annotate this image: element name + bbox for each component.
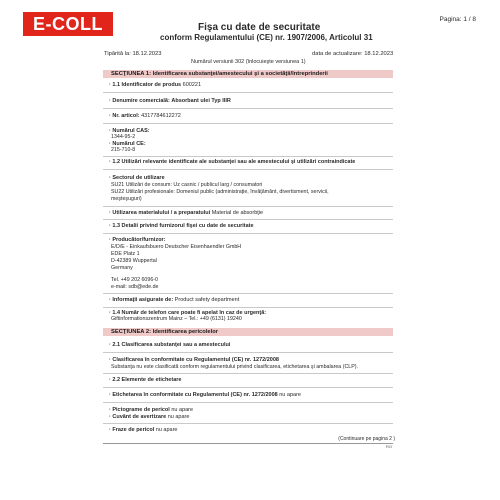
supplier-title: · 1.3 Detalii privind furnizorul fişei cu date de securitate (109, 223, 254, 229)
company-logo: E-COLL (23, 12, 113, 36)
hazard-phrases (109, 427, 178, 434)
divider (103, 233, 393, 234)
divider (103, 219, 393, 220)
divider (103, 206, 393, 207)
class-ce-label: · Clasificarea în conformitate cu Regulamentul (CE) nr. 1272/2008 (109, 357, 279, 363)
divider (103, 293, 393, 294)
labeling (109, 392, 301, 399)
emergency-value: Giftinformationszentrum Mainz – Tel.: +49 (6131) 19240 (111, 316, 242, 322)
trade-name-label: · Denumire comercială: (109, 98, 170, 104)
trade-name (109, 98, 231, 105)
divider (103, 123, 393, 124)
class-ce-value: Substanţa nu este clasificată conform regulamentului privind clasificarea, etichetarea şi ambalarea (CLP). (111, 364, 359, 370)
article-label: · Nr. articol: (109, 113, 140, 119)
address-line-3: D-42389 Wuppertal (111, 258, 157, 264)
emergency-label: · 1.4 Număr de telefon care poate fi apelat în caz de urgenţă: (109, 310, 267, 316)
su22-continued: meşteşuguri) (111, 196, 142, 202)
divider (103, 387, 393, 388)
article-number (109, 113, 181, 120)
address-line-2: EDE Platz 1 (111, 251, 140, 257)
signal-label: · Cuvânt de avertizare (109, 414, 167, 420)
product-id-label: · 1.1 Identificator de produs (109, 82, 182, 88)
material-value: Material de absorbţie (211, 210, 264, 216)
ce-label: · Numărul CE: (109, 141, 146, 147)
label-elements-title: · 2.2 Elemente de etichetare (109, 377, 182, 383)
divider (103, 108, 393, 109)
labeling-value: nu apare (279, 392, 301, 398)
pictograms-value: nu apare (171, 407, 194, 413)
document-subtitle: conform Regulamentului (CE) nr. 1907/2006, Articolul 31 (160, 33, 373, 42)
divider (103, 423, 393, 424)
section-2-header: SECŢIUNEA 2: Identificarea pericolelor (103, 328, 393, 336)
divider (103, 307, 393, 308)
version-number: Numărul versiunii 302 (înlocuieşte versiunea 1) (191, 59, 306, 65)
hazard-value: nu apare (155, 427, 178, 433)
page-number: Pagina: 1 / 8 (439, 16, 476, 23)
telephone: Tel. +49 202 6096-0 (111, 277, 158, 283)
material-use (109, 210, 263, 217)
divider (103, 373, 393, 374)
divider (103, 92, 393, 93)
document-title: Fişa cu date de securitate (198, 22, 321, 33)
producer-label: · Producător/furnizor: (109, 237, 166, 243)
ce-value: 215-710-8 (111, 147, 136, 153)
sector-label: · Sectorul de utilizare (109, 175, 165, 181)
su21-line: SU21 Utilizări de consum: Uz casnic / publicul larg / consumatori (111, 182, 263, 188)
labeling-label: · Etichetarea în conformitate cu Regulamentul (CE) nr. 1272/2008 (109, 392, 278, 398)
product-id-value: 600221 (182, 82, 202, 88)
language-code: RO (386, 444, 392, 449)
cas-label: · Numărul CAS: (109, 128, 150, 134)
info-value: Product safety department (174, 297, 240, 303)
footer-divider (103, 443, 393, 444)
address-line-1: E/D/E - Einkaufsbuero Deutscher Eisenhaendler GmbH (111, 244, 242, 250)
divider (103, 352, 393, 353)
divider (103, 156, 393, 157)
divider (103, 402, 393, 403)
uses-title: · 1.2 Utilizări relevante identificate ale substanţei sau ale amestecului şi utilizări contraindicate (109, 159, 356, 165)
address-line-4: Germany (111, 265, 133, 271)
su22-line: SU22 Utilizări profesionale: Domeniul public (administraţie, învăţământ, divertisment, servicii, (111, 189, 329, 195)
info-label: · Informaţii asigurate de: (109, 297, 174, 303)
pictograms (109, 407, 193, 414)
product-identifier (109, 82, 201, 89)
classification-title: · 2.1 Clasificarea substanţei sau a amestecului (109, 342, 231, 348)
trade-name-value: Absorbant ulei Typ IIIR (171, 98, 231, 104)
printed-date: Tipărită la: 18.12.2023 (104, 51, 162, 57)
section-1-header: SECŢIUNEA 1: Identificarea substanţei/amestecului şi a societăţii/întreprinderii (103, 70, 393, 78)
material-label: · Utilizarea materialului / a preparatului (109, 210, 211, 216)
hazard-label: · Fraze de pericol (109, 427, 155, 433)
article-value: 4317784612272 (141, 113, 181, 119)
updated-date: data de actualizare: 18.12.2023 (312, 51, 394, 57)
continued-note: (Continuare pe pagina 2 ) (338, 436, 395, 442)
cas-value: 1344-95-2 (111, 134, 136, 140)
info-provider (109, 297, 239, 304)
divider (103, 169, 393, 170)
signal-word (109, 414, 189, 421)
signal-value: nu apare (167, 414, 190, 420)
pictograms-label: · Pictograme de pericol (109, 407, 170, 413)
email: e-mail: sdb@ede.de (111, 284, 159, 290)
